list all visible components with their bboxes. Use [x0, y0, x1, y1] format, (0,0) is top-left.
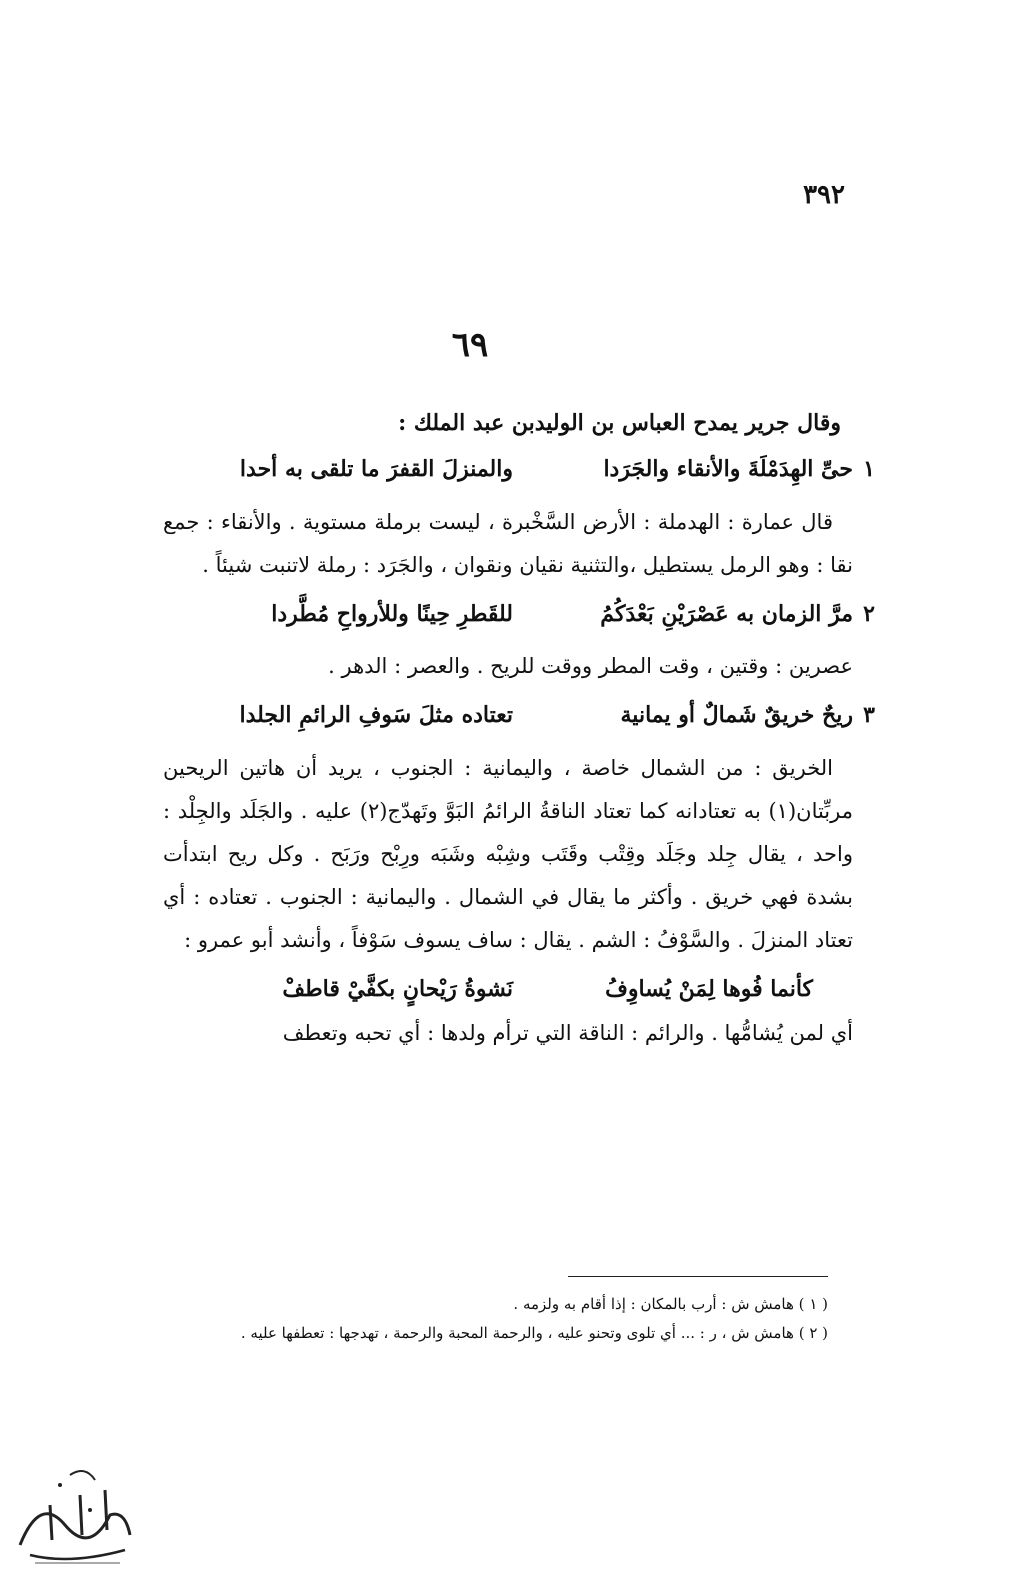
verse-number: ٢	[863, 600, 875, 627]
footnote-divider	[568, 1276, 828, 1277]
footnote-2: ( ٢ ) هامش ش ، ر : ... أي تلوى وتحنو عليه ، والرحمة المحبة والرحمة ، تهدجها : تعطفها عليه .	[240, 1323, 828, 1342]
verse-number: ١	[863, 456, 875, 483]
calligraphy-stamp-icon	[10, 1455, 140, 1575]
quoted-verse-second-hemistich: نَشوةُ رَيْحانٍ بكفَّيْ قاطفْ	[282, 975, 513, 1002]
library-stamp-logo	[10, 1455, 140, 1575]
verse-second-hemistich: تعتاده مثلَ سَوفِ الرائمِ الجلدا	[239, 702, 513, 729]
verse-first-hemistich: حىِّ الهِدَمْلَةَ والأنقاء والجَرَدا	[603, 456, 853, 483]
verse-number: ٣	[863, 702, 875, 729]
section-number: ٦٩	[451, 325, 489, 365]
verse-first-hemistich: ريحٌ خريقٌ شَمالٌ أو يمانية	[620, 702, 853, 729]
verse-2	[163, 600, 875, 627]
commentary-verse-2: عصرين : وقتين ، وقت المطر ووقت للريح . والعصر : الدهر .	[328, 654, 853, 679]
footnotes	[178, 1290, 828, 1347]
main-text	[163, 410, 875, 1055]
commentary-verse-1: قال عمارة : الهدملة : الأرض السَّخْبرة ، ليست برملة مستوية . والأنقاء : جمع نقا : وهو الرمل يستطيل ،والتثنية نقيان ونقوان ، والجَرَد : رملة لاتنبت شيئاً .	[163, 509, 853, 577]
page-number: ٣٩٢	[803, 180, 845, 210]
intro-line: وقال جرير يمدح العباس بن الوليدبن عبد الملك :	[398, 410, 841, 436]
verse-second-hemistich: للقَطرِ حِينًا وللأرواحِ مُطَّردا	[271, 600, 513, 627]
commentary-continuation: أي لمن يُشامُّها . والرائم : الناقة التي ترأم ولدها : أي تحبه وتعطف	[282, 1021, 853, 1046]
verse-3	[163, 702, 875, 729]
quoted-verse-first-hemistich: كأنما فُوها لِمَنْ يُساوِفُ	[605, 975, 813, 1002]
verse-1	[163, 456, 875, 483]
verse-first-hemistich: مرَّ الزمان به عَصْرَيْنِ بَعْدَكُمُ	[600, 600, 853, 627]
commentary-verse-3: الخريق : من الشمال خاصة ، واليمانية : الجنوب ، يريد أن هاتين الريحين مربِّتان(١) به تعتادانه كما تعتاد الناقةُ الرائمُ البَوَّ وتَهدّج(٢) عليه . والجَلَد والجِلْد : واحد ، يقال جِلد وجَلَد وقِتْب وقَتَب وشِبْه وشَبَه ورِبْح ورَبَح . وكل ريح ابتدأت بشدة فهي خريق . وأكثر ما يقال في الشمال . واليمانية : الجنوب . تعتاده : أي تعتاد المنزلَ . والسَّوْفُ : الشم . يقال : ساف يسوف سَوْفاً ، وأنشد أبو عمرو :	[163, 755, 853, 952]
quoted-verse	[163, 976, 853, 1002]
footnote-1: ( ١ ) هامش ش : أرب بالمكان : إذا أقام به ولزمه .	[513, 1295, 828, 1313]
verse-second-hemistich: والمنزلَ القفرَ ما تلقى به أحدا	[239, 456, 513, 483]
